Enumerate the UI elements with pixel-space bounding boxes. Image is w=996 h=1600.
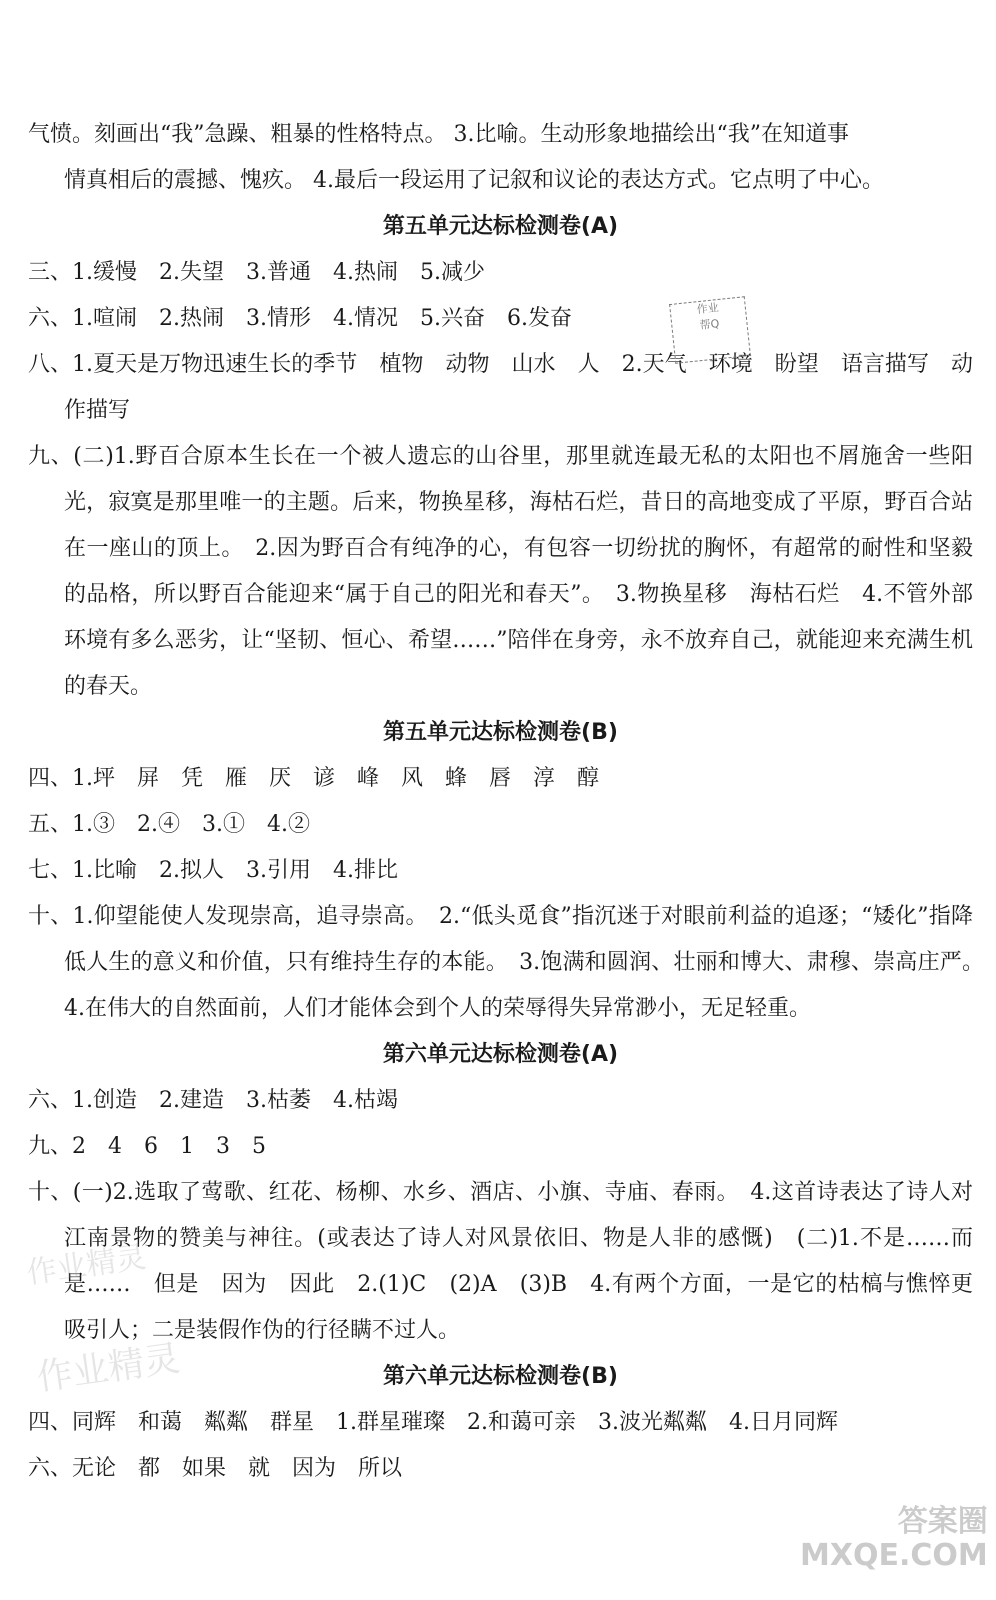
watermark: 作业精灵 bbox=[24, 1239, 149, 1292]
section-heading-6b: 第六单元达标检测卷(B) bbox=[383, 1364, 618, 1389]
answer-item: 六、无论 都 如果 就 因为 所以 bbox=[28, 1456, 403, 1481]
answer-item: 十、(一)2.选取了莺歌、红花、杨柳、水乡、酒店、小旗、寺庙、春雨。 4.这首诗表达了诗人对江南景物的赞美与神往。(或表达了诗人对风景依旧、物是人非的感慨) (二)1.不是……而是…… 但是 因为 因此 2.(1)C (2)A (3)B 4.有两个方面，一是它的枯槁与憔悴更吸引人；二是装假作伪的行径瞒不过人。 bbox=[28, 1180, 973, 1343]
answer-item: 三、1.缓慢 2.失望 3.普通 4.热闹 5.减少 bbox=[28, 260, 485, 285]
stamp-mark bbox=[669, 296, 751, 364]
answer-item: 五、1.③ 2.④ 3.① 4.② bbox=[28, 812, 310, 837]
watermark-text: 答案圈 bbox=[897, 1504, 988, 1539]
answer-item: 四、1.坪 屏 凭 雁 厌 谚 峰 风 蜂 唇 淳 醇 bbox=[28, 766, 599, 791]
watermark-text: MXQE.COM bbox=[800, 1538, 988, 1573]
section-heading-5a: 第五单元达标检测卷(A) bbox=[382, 214, 619, 239]
stamp-text: 作业 bbox=[696, 301, 720, 317]
watermark: 作业精灵 bbox=[34, 1338, 183, 1399]
answer-item: 四、同辉 和蔼 粼粼 群星 1.群星璀璨 2.和蔼可亲 3.波光粼粼 4.日月同辉 bbox=[28, 1410, 838, 1435]
answer-item: 六、1.喧闹 2.热闹 3.情形 4.情况 5.兴奋 6.发奋 bbox=[28, 306, 572, 331]
site-watermark bbox=[800, 1505, 988, 1573]
continued-answer-line-2: 情真相后的震撼、愧疚。 4.最后一段运用了记叙和议论的表达方式。它点明了中心。 bbox=[64, 168, 884, 193]
answer-content bbox=[28, 112, 996, 1492]
section-heading-6a: 第六单元达标检测卷(A) bbox=[382, 1042, 619, 1067]
stamp-text: 帮Q bbox=[698, 317, 720, 333]
continued-answer-line-1: 气愤。刻画出“我”急躁、粗暴的性格特点。 3.比喻。生动形象地描绘出“我”在知道事 bbox=[28, 122, 849, 147]
section-heading-5b: 第五单元达标检测卷(B) bbox=[383, 720, 618, 745]
answer-item: 九、(二)1.野百合原本生长在一个被人遗忘的山谷里，那里就连最无私的太阳也不屑施舍一些阳光，寂寞是那里唯一的主题。后来，物换星移，海枯石烂，昔日的高地变成了平原，野百合站在一座山的顶上。 2.因为野百合有纯净的心，有包容一切纷扰的胸怀，有超常的耐性和坚毅的品格，所以野百合能迎来“属于自己的阳光和春天”。 3.物换星移 海枯石烂 4.不管外部环境有多么恶劣，让“坚韧、恒心、希望……”陪伴在身旁，永不放弃自己，就能迎来充满生机的春天。 bbox=[28, 444, 973, 699]
answer-item: 九、2 4 6 1 3 5 bbox=[28, 1134, 266, 1159]
answer-item: 七、1.比喻 2.拟人 3.引用 4.排比 bbox=[28, 858, 398, 883]
answer-item: 六、1.创造 2.建造 3.枯萎 4.枯竭 bbox=[28, 1088, 398, 1113]
answer-item: 十、1.仰望能使人发现崇高，追寻崇高。 2.“低头觅食”指沉迷于对眼前利益的追逐；“矮化”指降低人生的意义和价值，只有维持生存的本能。 3.饱满和圆润、壮丽和博大、肃穆、崇高庄严。 4.在伟大的自然面前，人们才能体会到个人的荣辱得失异常渺小，无足轻重。 bbox=[28, 904, 996, 1021]
answer-item: 八、1.夏天是万物迅速生长的季节 植物 动物 山水 人 2.天气 环境 盼望 语言描写 动作描写 bbox=[28, 352, 973, 423]
